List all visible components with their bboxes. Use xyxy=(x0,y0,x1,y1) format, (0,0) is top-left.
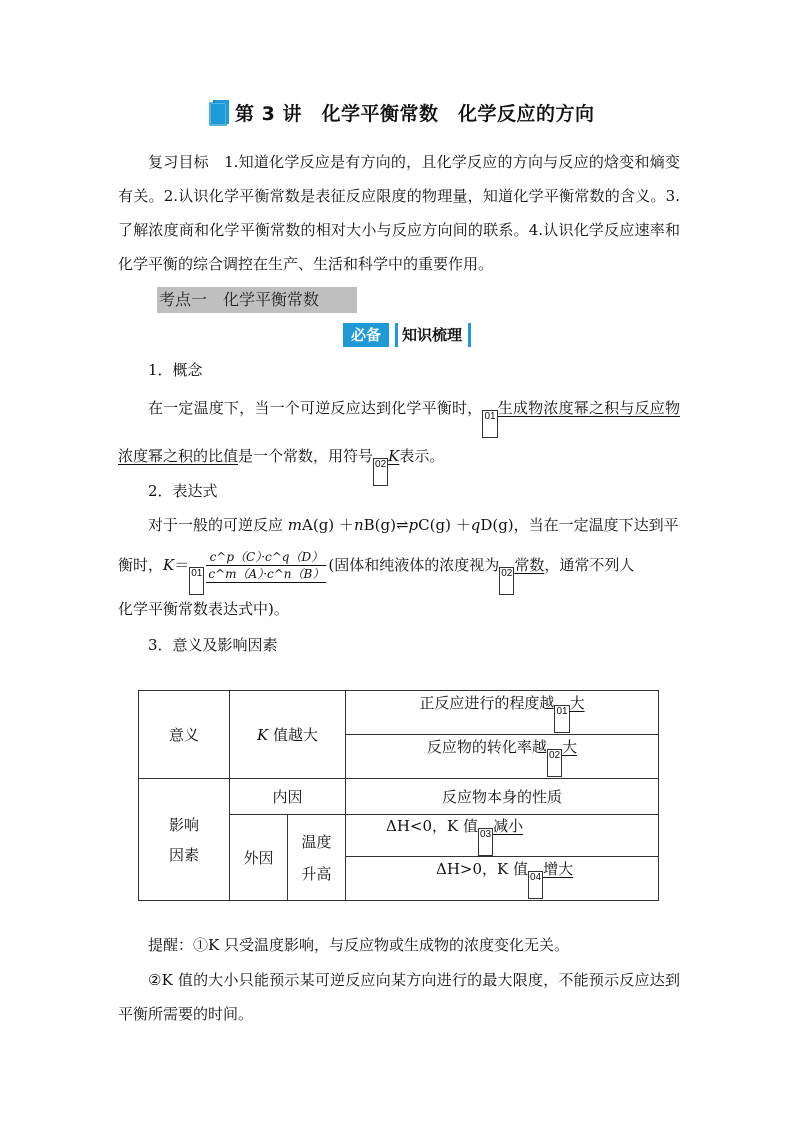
text-fragment: ，通常不列人 xyxy=(544,556,635,574)
cell-text: ΔH>0，K 值 xyxy=(436,860,528,878)
title-text: 第 3 讲 化学平衡常数 化学反应的方向 xyxy=(235,102,595,125)
coef-m: m xyxy=(287,516,303,534)
table-cell xyxy=(346,857,659,901)
kaodian-heading: 考点一 化学平衡常数 xyxy=(157,287,357,313)
cell-text: 影响 xyxy=(168,815,199,834)
coef-q: q xyxy=(470,516,481,534)
table-cell: 反应物本身的性质 xyxy=(346,779,659,815)
answer-blank: 增大 xyxy=(543,860,574,878)
lesson-title xyxy=(209,96,594,128)
section2-line2 xyxy=(118,545,680,589)
table-cell xyxy=(346,691,659,735)
answer-box-04: 04 xyxy=(528,871,543,899)
answer-box-01: 01 xyxy=(554,705,569,733)
text-fragment: ＝ xyxy=(174,556,190,574)
answer-box-01: 01 xyxy=(482,410,497,438)
table-cell xyxy=(288,815,346,901)
table-cell xyxy=(139,779,230,901)
book-icon xyxy=(209,98,231,126)
answer-box-02: 02 xyxy=(373,458,388,486)
equilibrium-arrow-icon: ⇌ xyxy=(395,516,409,534)
cell-text: ΔH<0，K 值 xyxy=(386,817,478,835)
fraction-numerator: c^p（C）·c^q（D） xyxy=(206,549,326,566)
text-fragment: D(g)，当在一定温度下达到平 xyxy=(480,516,679,534)
reminder-line2: ②K 值的大小只能预示某可逆反应向某方向进行的最大限度，不能预示反应达到平衡所需要的时间。 xyxy=(118,971,680,1023)
k-factor-table xyxy=(138,690,659,901)
cell-text: 反应物的转化率越 xyxy=(426,738,547,756)
section3-heading: 3．意义及影响因素 xyxy=(148,636,278,654)
answer-blank-constant: 常数 xyxy=(514,556,545,574)
section1-text-mid: 是一个常数，用符号 xyxy=(238,447,374,465)
table-cell: K 值越大 xyxy=(230,691,346,779)
bibei-banner xyxy=(343,322,471,348)
section2-line3: 化学平衡常数表达式中)。 xyxy=(118,600,289,618)
answer-box-01: 01 xyxy=(189,567,204,595)
answer-blank: 减小 xyxy=(493,817,524,835)
text-fragment: A(g) ＋ xyxy=(302,516,354,534)
cell-text: 正反应进行的程度越 xyxy=(419,694,555,712)
fraction-denominator: c^m（A）·c^n（B） xyxy=(208,567,325,581)
coef-p: p xyxy=(408,516,419,534)
section1-text-before: 在一定温度下，当一个可逆反应达到化学平衡时， xyxy=(148,399,483,417)
answer-box-03: 03 xyxy=(478,828,493,856)
symbol-K: K xyxy=(163,556,175,574)
section2-line1 xyxy=(118,508,680,542)
cell-text: 因素 xyxy=(168,845,199,864)
answer-box-02: 02 xyxy=(547,749,562,777)
k-fraction xyxy=(206,549,326,583)
text-fragment: (固体和纯液体的浓度视为 xyxy=(328,556,500,574)
table-cell: 外因 xyxy=(230,815,288,901)
answer-blank-2: K xyxy=(388,447,400,465)
reminder-line1: 提醒：①K 只受温度影响，与反应物或生成物的浓度变化无关。 xyxy=(148,936,569,954)
table-cell: 内因 xyxy=(230,779,346,815)
section1-body xyxy=(118,390,680,486)
answer-blank: 大 xyxy=(569,694,585,712)
review-objectives: 复习目标 1.知道化学反应是有方向的，且化学反应的方向与反应的焓变和熵变有关。2.认识化学平衡常数是表征反应限度的物理量，知道化学平衡常数的含义。3.了解浓度商和化学平衡常数的相对大小与反应方向间的联系。4.认识化学反应速率和化学平衡的综合调控在生产、生活和科学中的重要作用。 xyxy=(118,153,680,273)
text-fragment: B(g) xyxy=(363,516,396,534)
coef-n: n xyxy=(353,516,364,534)
section1-heading: 1．概念 xyxy=(148,361,203,379)
section2-heading: 2．表达式 xyxy=(148,482,218,500)
text-fragment: C(g) ＋ xyxy=(418,516,471,534)
text-fragment: 衡时， xyxy=(118,556,164,574)
table-cell xyxy=(346,735,659,779)
answer-box-02: 02 xyxy=(499,567,514,595)
table-cell xyxy=(346,815,659,857)
cell-text: 温度 xyxy=(301,832,332,851)
answer-blank: 大 xyxy=(562,738,578,756)
answer-blank-1: 生成物浓度幂之积与反应物浓度幂之积的比值 xyxy=(118,399,680,465)
text-fragment: 对于一般的可逆反应 xyxy=(148,516,288,534)
section1-text-after: 表示。 xyxy=(399,447,445,465)
bibei-label: 知识梳理 xyxy=(395,323,471,347)
cell-text: 升高 xyxy=(301,864,332,883)
bibei-tag: 必备 xyxy=(343,323,389,347)
table-cell: 意义 xyxy=(139,691,230,779)
